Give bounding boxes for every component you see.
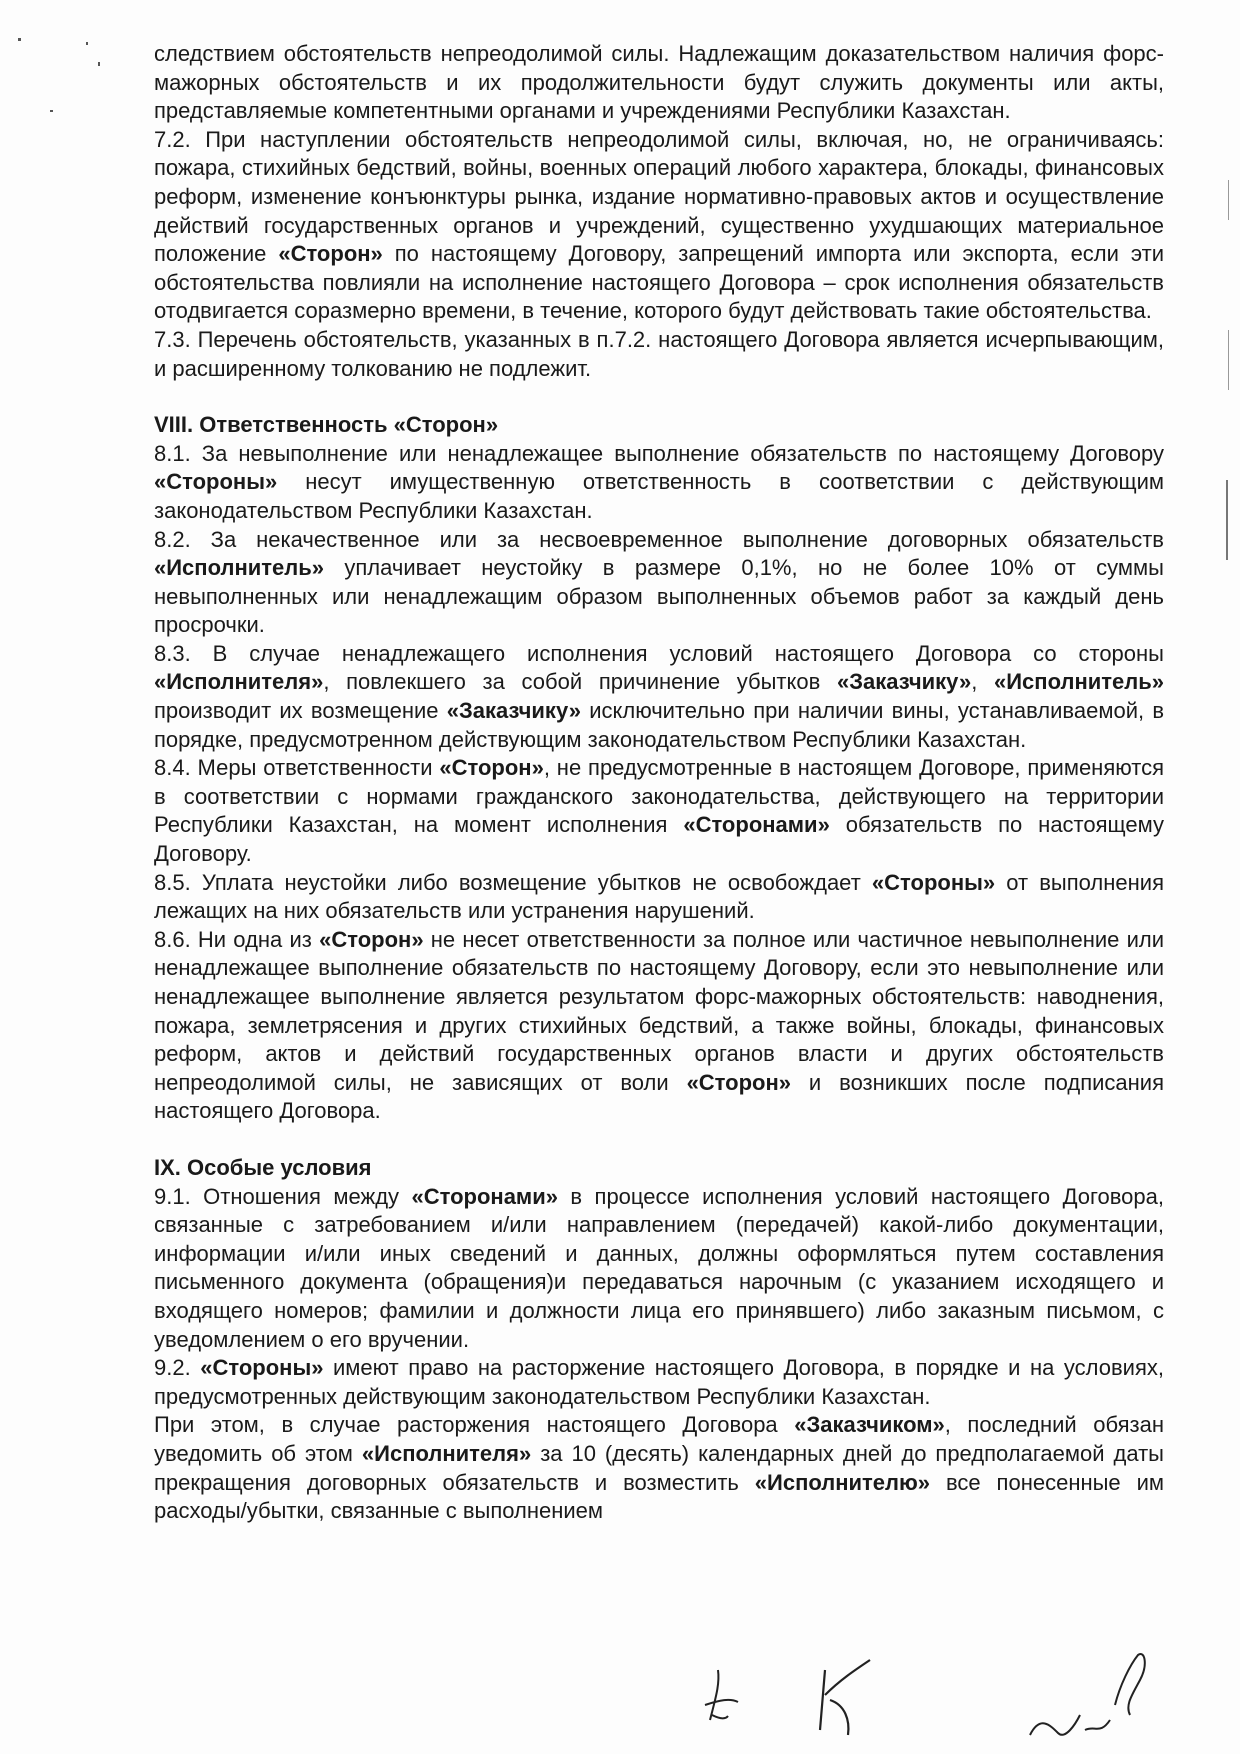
text-segment: от выполнения лежащих на них обязательств или устранения нарушений.	[154, 869, 1164, 924]
document-body	[154, 40, 1164, 1526]
bold-term: «Сторонами»	[683, 812, 830, 838]
text-segment: VIII. Ответственность «Сторон»	[154, 412, 499, 438]
scan-speck	[50, 110, 53, 112]
signature-mark-3	[1020, 1645, 1160, 1750]
bold-term: «Исполнителю»	[754, 1469, 931, 1495]
text-segment: , не предусмотренные в настоящем Договоре, применяются в соответствии с нормами гражданского законодательства, действующего на территории Республики Казахстан, на момент исполнения	[154, 755, 1164, 838]
text-segment: по настоящему Договору, запрещений импорта или экспорта, если эти обстоятельства повлияли на исполнение настоящего Договора – срок исполнения обязательств отодвигается соразмерно времени, в течение, которого будут действовать такие обстоятельства.	[154, 241, 1164, 324]
text-segment: и возникших после подписания настоящего Договора.	[154, 1069, 1164, 1124]
text-segment: следствием обстоятельств непреодолимой силы. Надлежащим доказательством наличия форс-мажорных обстоятельств и их продолжительности будут служить документы или акты, представляемые компетентными органами и учреждениями Республики Казахстан.	[154, 41, 1164, 124]
bold-term: «Исполнителя»	[154, 669, 324, 695]
text-segment: в процессе исполнения условий настоящего Договора, связанные с затребованием и/или направлением (передачей) какой-либо документации, информации и/или иных сведений и данных, должны оформляться путем составления письменного документа (обращения)и передаваться нарочным (с указанием исходящего и входящего номеров; фамилии и должности лица его принявшего) либо заказным письмом, с уведомлением о его вручении.	[154, 1183, 1164, 1352]
text-segment: за 10 (десять) календарных дней до предполагаемой даты прекращения договорных обязательств и возместить	[154, 1440, 1164, 1495]
paragraph	[154, 326, 1164, 383]
text-segment: имеют право на расторжение настоящего Договора, в порядке и на условиях, предусмотренных действующим законодательством Республики Казахстан.	[154, 1355, 1164, 1409]
section-heading	[154, 411, 1164, 440]
signature-mark-1	[690, 1660, 750, 1730]
text-segment: 9.2.	[154, 1355, 201, 1381]
text-segment: 7.2. При наступлении обстоятельств непреодолимой силы, включая, но, не ограничиваясь: пожара, стихийных бедствий, войны, военных операций любого характера, блокады, финансовых реформ, изменение конъюнктуры рынка, издание нормативно-правовых актов и осуществление действий государственных органов и учреждений, существенно ухудшающих материальное положение	[154, 126, 1164, 267]
scan-edge-line	[1228, 330, 1229, 390]
bold-term: «Стороны»	[200, 1355, 324, 1381]
signature-mark-2	[790, 1650, 890, 1740]
text-segment: , последний обязан уведомить об этом	[154, 1412, 1164, 1466]
bold-term: «Сторонами»	[411, 1183, 558, 1209]
text-segment: При этом, в случае расторжения настоящего Договора	[154, 1412, 795, 1438]
section-heading	[154, 1154, 1164, 1183]
scan-edge-line	[1228, 180, 1229, 220]
text-segment: , повлекшего за собой причинение убытков	[323, 669, 837, 695]
bold-term: «Стороны»	[871, 869, 996, 895]
paragraph	[154, 526, 1164, 640]
paragraph	[154, 754, 1164, 868]
bold-term: «Сторон»	[319, 926, 424, 952]
scan-speck	[18, 38, 21, 41]
signature-area	[0, 1640, 1240, 1754]
text-segment: 9.1. Отношения между	[154, 1183, 412, 1209]
paragraph	[154, 1354, 1164, 1411]
text-segment: не несет ответственности за полное или частичное невыполнение или ненадлежащее выполнение обязательств по настоящему Договору, если это невыполнение или ненадлежащее выполнение является результатом форс-мажорных обстоятельств: наводнения, пожара, землетрясения и других стихийных бедствий, а также войны, блокады, финансовых реформ, актов и действий государственных органов власти и других обстоятельств непреодолимой силы, не зависящих от воли	[154, 926, 1165, 1095]
bold-term: «Исполнитель»	[994, 669, 1164, 695]
bold-term: «Сторон»	[439, 755, 544, 781]
scan-speck	[86, 42, 88, 45]
bold-term: «Заказчику»	[836, 669, 972, 695]
text-segment: уплачивает неустойку в размере 0,1%, но не более 10% от суммы невыполненных или ненадлежащим образом выполненных объемов работ за каждый день просрочки.	[154, 555, 1164, 638]
paragraph	[154, 640, 1164, 754]
paragraph	[154, 440, 1164, 526]
text-segment: 8.5. Уплата неустойки либо возмещение убытков не освобождает	[154, 869, 872, 895]
paragraph	[154, 40, 1164, 126]
bold-term: «Сторон»	[278, 241, 383, 267]
paragraph	[154, 926, 1164, 1126]
paragraph	[154, 1411, 1164, 1525]
scan-speck	[98, 62, 100, 66]
bold-term: «Стороны»	[154, 469, 278, 495]
text-segment: обязательств по настоящему Договору.	[154, 812, 1164, 867]
text-segment: 8.1. За невыполнение или ненадлежащее выполнение обязательств по настоящему Договору	[154, 440, 1164, 466]
text-segment: 7.3. Перечень обстоятельств, указанных в п.7.2. настоящего Договора является исчерпывающим, и расширенному толкованию не подлежит.	[154, 326, 1164, 381]
text-segment: исключительно при наличии вины, устанавливаемой, в порядке, предусмотренном действующим законодательством Республики Казахстан.	[154, 698, 1165, 752]
bold-term: «Исполнитель»	[154, 555, 324, 581]
text-segment: ,	[971, 669, 994, 695]
bold-term: «Заказчику»	[446, 698, 581, 724]
bold-term: «Сторон»	[686, 1069, 792, 1095]
bold-term: «Исполнителя»	[361, 1440, 532, 1466]
text-segment: 8.3. В случае ненадлежащего исполнения условий настоящего Договора со стороны	[154, 640, 1164, 666]
text-segment: 8.4. Меры ответственности	[154, 755, 440, 781]
text-segment: несут имущественную ответственность в соответствии с действующим законодательством Республики Казахстан.	[154, 469, 1164, 523]
paragraph	[154, 126, 1164, 326]
paragraph	[154, 1183, 1164, 1355]
text-segment: производит их возмещение	[154, 698, 447, 724]
paragraph	[154, 869, 1164, 926]
text-segment: все понесенные им расходы/убытки, связанные с выполнением	[154, 1469, 1164, 1524]
scan-edge-line	[1226, 480, 1228, 560]
text-segment: IX. Особые условия	[154, 1154, 372, 1180]
text-segment: 8.2. За некачественное или за несвоевременное выполнение договорных обязательств	[154, 526, 1164, 552]
bold-term: «Заказчиком»	[794, 1412, 945, 1438]
text-segment: 8.6. Ни одна из	[154, 926, 320, 952]
